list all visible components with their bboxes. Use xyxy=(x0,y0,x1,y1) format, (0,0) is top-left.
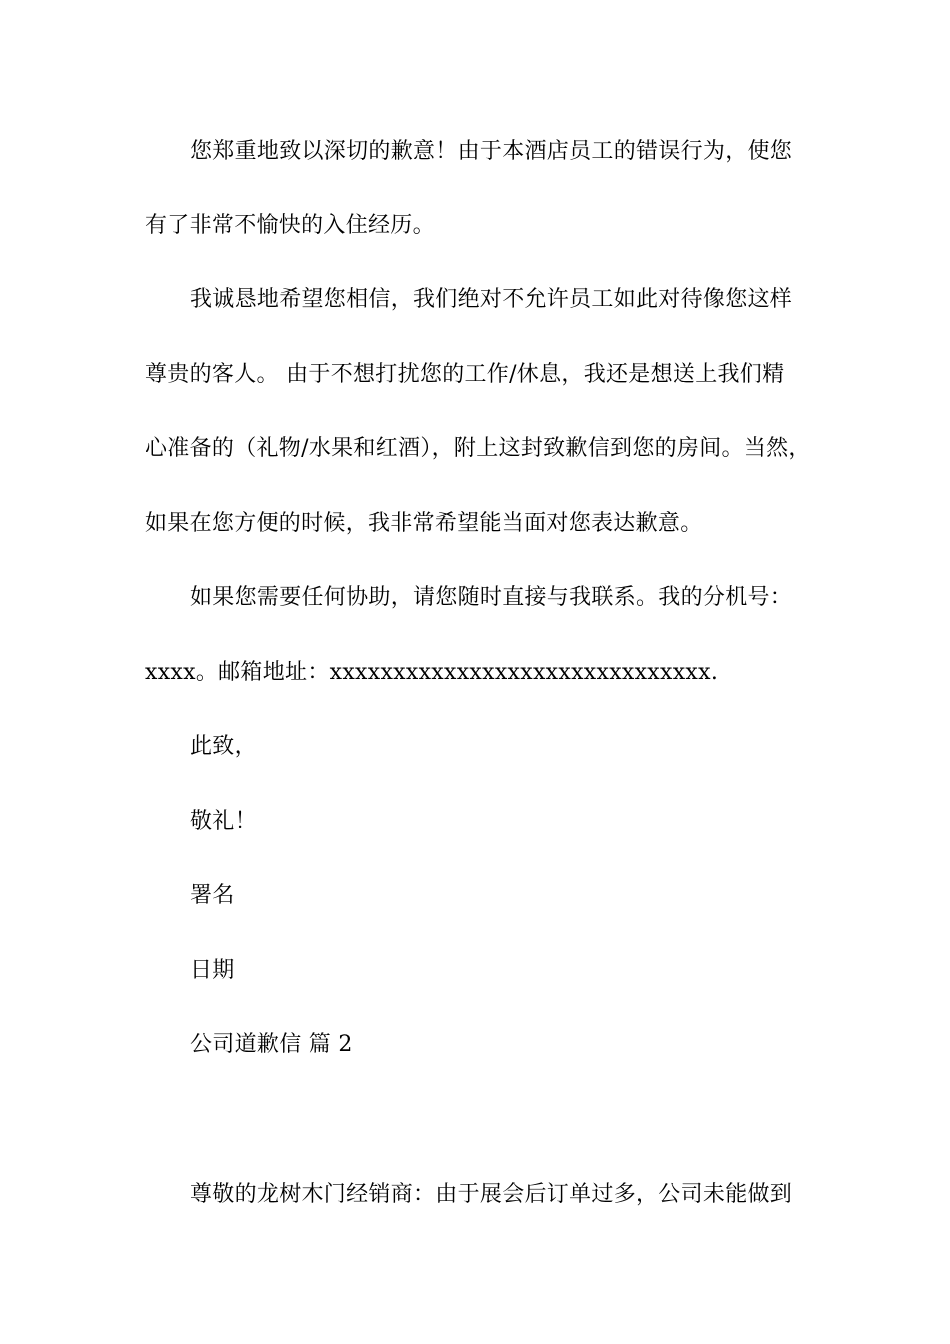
paragraph-line: 尊贵的客人。 由于不想打扰您的工作/休息，我还是想送上我们精 xyxy=(145,362,785,387)
paragraph-line: 您郑重地致以深切的歉意！由于本酒店员工的错误行为，使您 xyxy=(190,139,793,164)
closing-regards: 敬礼！ xyxy=(190,809,257,834)
paragraph-line: 心准备的（礼物/水果和红酒），附上这封致歉信到您的房间。当然， xyxy=(145,436,811,461)
contact-line: xxxx。邮箱地址：xxxxxxxxxxxxxxxxxxxxxxxxxxxxxx. xyxy=(145,660,719,685)
paragraph-line: 尊敬的龙树木门经销商：由于展会后订单过多，公司未能做到 xyxy=(190,1182,793,1207)
paragraph-line: 如果在您方便的时候，我非常希望能当面对您表达歉意。 xyxy=(145,511,703,536)
paragraph-line: 我诚恳地希望您相信，我们绝对不允许员工如此对待像您这样 xyxy=(190,287,793,312)
paragraph-line: 有了非常不愉快的入住经历。 xyxy=(145,213,435,238)
closing-salutation: 此致， xyxy=(190,734,257,759)
date-line: 日期 xyxy=(190,958,235,983)
signature-line: 署名 xyxy=(190,883,235,908)
paragraph-line: 如果您需要任何协助，请您随时直接与我联系。我的分机号： xyxy=(190,585,793,610)
section-heading: 公司道歉信 篇 2 xyxy=(190,1032,353,1057)
